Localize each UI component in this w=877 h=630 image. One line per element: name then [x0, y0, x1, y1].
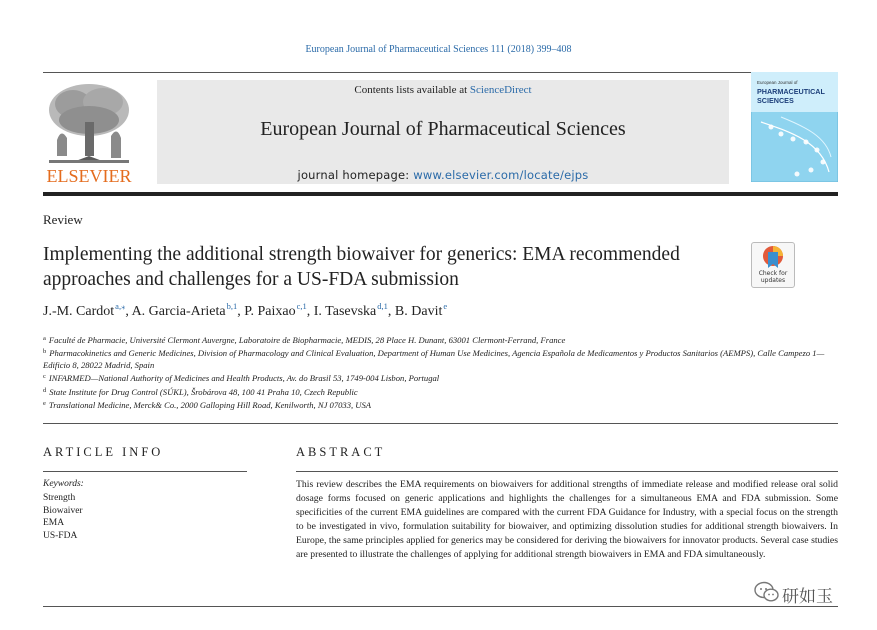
author-separator: , — [387, 304, 395, 319]
cover-title-line2: SCIENCES — [757, 96, 794, 105]
abstract-heading: ABSTRACT — [296, 445, 386, 459]
author-separator: , — [125, 304, 132, 319]
elsevier-tree-icon — [43, 80, 135, 186]
header-divider — [43, 192, 838, 196]
wechat-icon — [754, 580, 780, 604]
affiliation-item — [43, 346, 833, 371]
affiliations — [43, 333, 833, 411]
author-affiliation-marker[interactable]: c,1 — [296, 301, 307, 311]
author-list — [43, 301, 447, 320]
journal-citation[interactable]: European Journal of Pharmaceutical Sciences 111 (2018) 399–408 — [305, 44, 572, 55]
crossmark-icon — [752, 243, 794, 269]
affiliation-label: e — [43, 400, 46, 408]
affiliation-item — [43, 385, 833, 398]
contents-line — [157, 84, 729, 96]
affiliation-item — [43, 333, 833, 346]
affiliation-label: b — [43, 348, 47, 356]
author-name[interactable]: A. Garcia-Arieta — [131, 304, 226, 319]
affiliation-item — [43, 398, 833, 411]
affiliation-text: State Institute for Drug Control (SÚKL), Šrobárova 48, 100 41 Praha 10, Czech Republic — [49, 386, 358, 397]
keyword: US-FDA — [43, 530, 78, 541]
cover-title-small: European Journal of — [757, 80, 798, 85]
keywords-label: Keywords: — [43, 479, 84, 489]
author-affiliation-marker[interactable]: a,⁎ — [115, 301, 126, 311]
affiliation-item — [43, 371, 833, 384]
bottom-divider — [43, 606, 838, 607]
top-divider — [43, 72, 838, 73]
cover-title-line1: PHARMACEUTICAL — [757, 87, 825, 96]
homepage-link[interactable]: www.elsevier.com/locate/ejps — [413, 168, 589, 182]
author-name[interactable]: J.-M. Cardot — [43, 304, 115, 319]
article-type: Review — [43, 212, 83, 227]
affiliation-text: Pharmacokinetics and Generic Medicines, Division of Pharmacology and Clinical Evaluation, Department of Human Use Medicines, Agencia Española de Medicamentos y Productos Sanitarios (AEMPS), Calle Campezo 1—Edificio 8, 28022 Madrid, Spain — [43, 348, 825, 370]
article-info-heading: ARTICLE INFO — [43, 445, 164, 459]
keyword: EMA — [43, 518, 65, 528]
journal-title: European Journal of Pharmaceutical Sciences — [260, 118, 626, 140]
check-for-updates-button[interactable] — [751, 242, 795, 288]
watermark — [754, 580, 854, 606]
author-separator: , — [237, 304, 245, 319]
author-affiliation-marker[interactable]: e — [443, 301, 448, 311]
author-separator: , — [306, 304, 314, 319]
affiliation-text: Translational Medicine, Merck& Co., 2000 Galloping Hill Road, Kenilworth, NJ 07033, USA — [48, 400, 372, 411]
journal-cover-image — [751, 72, 838, 182]
article-title: Implementing the additional strength biowaiver for generics: EMA recommended approaches and challenges for a US-FDA submission — [43, 244, 680, 290]
elsevier-logo[interactable] — [43, 80, 135, 186]
affiliation-text: Faculté de Pharmacie, Université Clermont Auvergne, Laboratoire de Biopharmacie, MEDIS, 28 Place H. Dunant, 63001 Clermont-Ferrand, France — [48, 335, 566, 345]
affiliation-label: d — [43, 386, 47, 394]
watermark-text: 研如玉 — [782, 587, 833, 607]
elsevier-wordmark: ELSEVIER — [46, 166, 132, 186]
crossmark-label: Check for updates — [758, 270, 788, 284]
article-info-divider — [43, 471, 247, 472]
abstract-text: This review describes the EMA requirements on biowaivers for additional strengths of immediate release and modified release oral solid dosage forms focused on generic applications and highlights the challenges for a simultaneous EMA and FDA submission. Some specificities of the current EMA guidelines are compared with the current FDA Guidance for Industry, with a special focus on the strength to be investigated in vivo, formulation suitability for biowaiver, and optimizing dissolution studies for additional strength biowaivers. In Europe, the same principles applied for generics may be considered for deriving the biowaivers for innovator products. Several case studies are presented to illustrate the challenges of applying for additional strength biowaivers in EMA and FDA simultaneously. — [296, 479, 838, 560]
keywords-list — [43, 492, 83, 542]
author-name[interactable]: P. Paixao — [244, 304, 296, 319]
affiliation-label: c — [43, 373, 46, 381]
contents-prefix: Contents lists available at — [354, 84, 470, 96]
affiliation-label: a — [43, 335, 46, 342]
keyword: Strength — [43, 493, 76, 503]
homepage-prefix: journal homepage: — [297, 168, 414, 182]
sciencedirect-link[interactable]: ScienceDirect — [469, 84, 532, 96]
author-name[interactable]: B. Davit — [394, 304, 443, 319]
author-affiliation-marker[interactable]: b,1 — [226, 301, 238, 311]
journal-cover[interactable] — [751, 72, 838, 182]
section-divider — [43, 423, 838, 424]
author-affiliation-marker[interactable]: d,1 — [377, 301, 388, 311]
affiliation-text: INFARMED—National Authority of Medicines and Health Products, Av. do Brasil 53, 1749-004 Lisbon, Portugal — [48, 373, 440, 384]
author-name[interactable]: I. Tasevska — [313, 304, 377, 319]
abstract-divider — [296, 471, 838, 472]
keyword: Biowaiver — [43, 505, 83, 516]
homepage-line — [157, 168, 729, 182]
